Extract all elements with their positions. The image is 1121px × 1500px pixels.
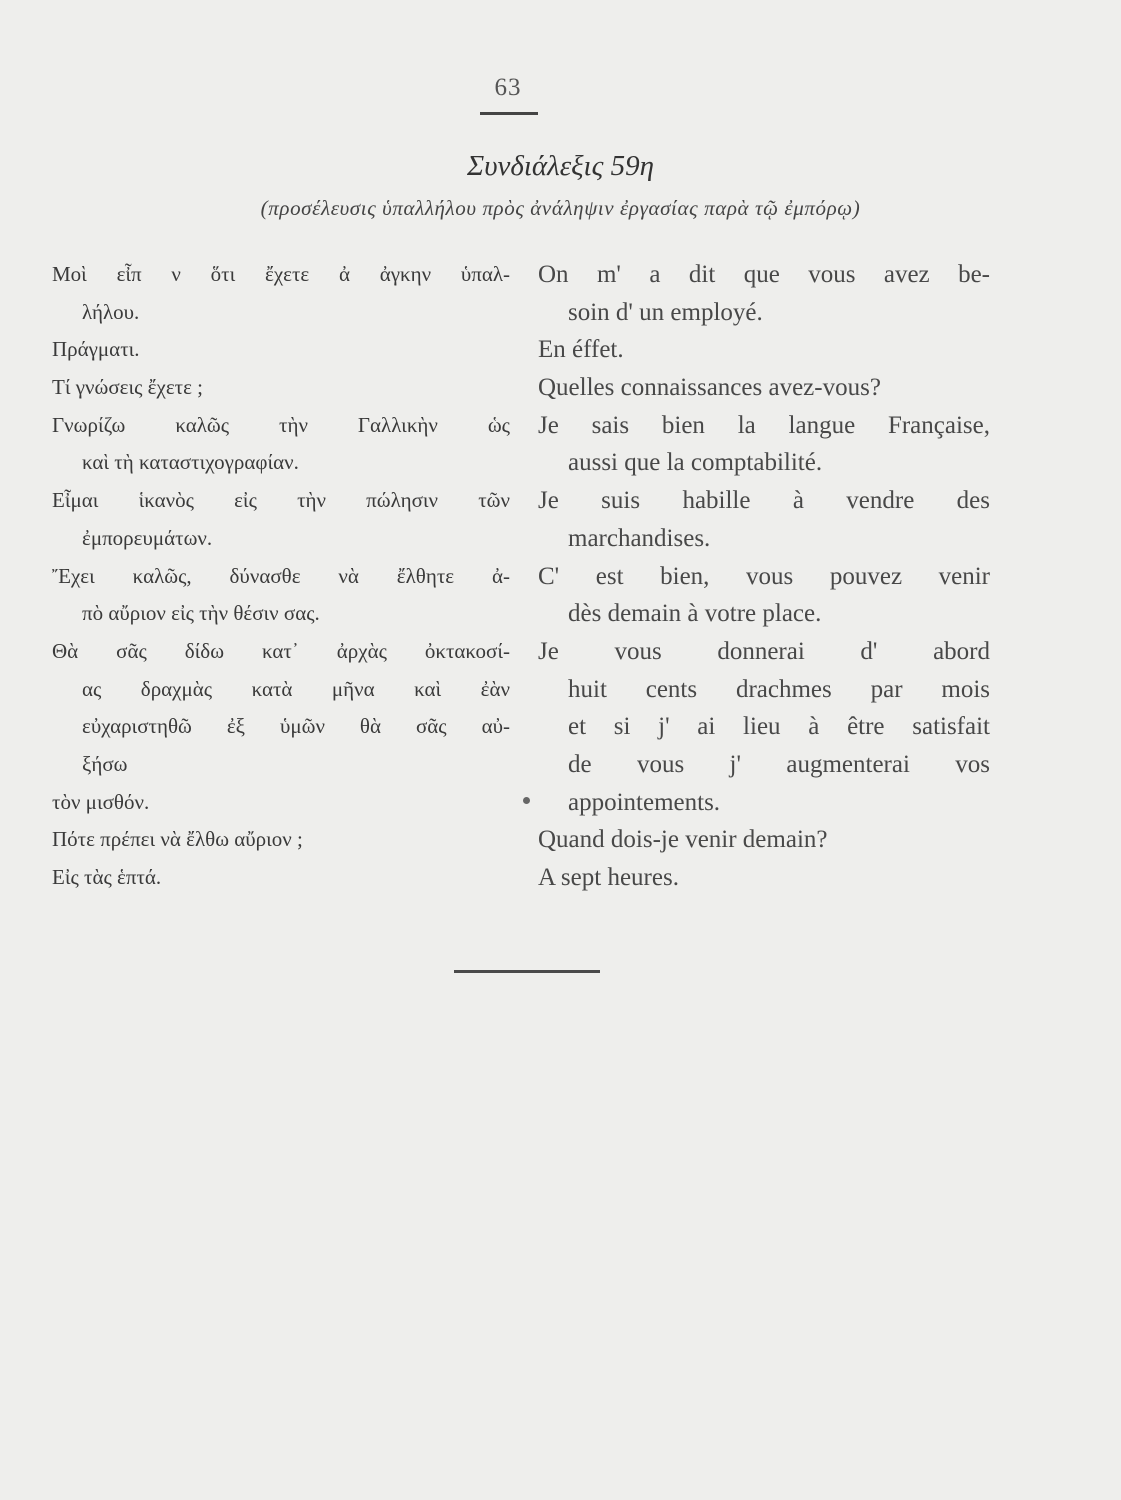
french-line: Quelles connaissances avez-vous? <box>538 374 881 402</box>
page-number-underline <box>480 112 538 115</box>
greek-line: Εἶμαι ἱκανὸς εἰς τὴν πώλησιν τῶν <box>52 488 510 513</box>
greek-column <box>52 256 510 897</box>
ink-speck <box>523 797 530 804</box>
greek-line: ας δραχμὰς κατὰ μῆνα καὶ ἐὰν <box>82 676 510 701</box>
french-line: Quand dois-je venir demain? <box>538 826 828 854</box>
greek-line: πὸ αὔριον εἰς τὴν θέσιν σας. <box>82 601 320 626</box>
french-line: aussi que la comptabilité. <box>568 449 823 477</box>
french-line: Je vous donnerai d' abord <box>538 637 990 665</box>
greek-line: Μοὶ εἶπ ν ὅτι ἔχετε ἀ ἀγκην ὑπαλ- <box>52 262 510 286</box>
french-line: de vous j' augmenterai vos <box>568 750 990 778</box>
french-line: huit cents drachmes par mois <box>568 675 990 703</box>
greek-line: Γνωρίζω καλῶς τὴν Γαλλικὴν ὡς <box>52 412 510 437</box>
closing-rule <box>454 970 600 973</box>
french-line: A sept heures. <box>538 864 679 891</box>
greek-line: ξήσω <box>82 751 128 776</box>
french-line: Je suis habille à vendre des <box>538 487 990 515</box>
greek-line: Πότε πρέπει νὰ ἔλθω αὔριον ; <box>52 827 303 852</box>
greek-line: λήλου. <box>82 299 140 324</box>
page-number: 63 <box>494 74 522 101</box>
greek-line: Θὰ σᾶς δίδω κατ᾽ ἀρχὰς ὀκτακοσί- <box>52 638 510 663</box>
french-line: On m' a dit que vous avez be- <box>538 261 990 288</box>
french-line: et si j' ai lieu à être satisfait <box>568 713 990 741</box>
greek-line: Εἰς τὰς ἑπτά. <box>52 865 162 889</box>
greek-line: Ἔχει καλῶς, δύνασθε νὰ ἔλθητε ἀ- <box>52 563 510 588</box>
french-line: Je sais bien la langue Française, <box>538 411 990 439</box>
french-line: marchandises. <box>568 524 711 552</box>
french-line: soin d' un employé. <box>568 298 763 326</box>
greek-line: ἐμπορευμάτων. <box>82 525 213 550</box>
greek-line: τὸν μισθόν. <box>52 789 150 814</box>
dialogue-title: Συνδιάλεξις 59η <box>466 150 655 182</box>
french-column <box>538 256 990 897</box>
greek-line: Πράγματι. <box>52 337 140 362</box>
greek-line: Τί γνώσεις ἔχετε ; <box>52 375 203 400</box>
french-line: C' est bien, vous pouvez venir <box>538 562 990 590</box>
greek-line: εὐχαριστηθῶ ἐξ ὑμῶν θὰ σᾶς αὐ- <box>82 714 510 739</box>
dialogue-subtitle: (προσέλευσις ὑπαλλήλου πρὸς ἀνάληψιν ἐργασίας παρὰ τῷ ἐμπόρῳ) <box>260 196 861 220</box>
french-line: appointements. <box>568 788 721 816</box>
greek-line: καὶ τὴ καταστιχογραφίαν. <box>82 450 299 475</box>
french-line: En éffet. <box>538 336 624 364</box>
french-line: dès demain à votre place. <box>568 600 822 628</box>
